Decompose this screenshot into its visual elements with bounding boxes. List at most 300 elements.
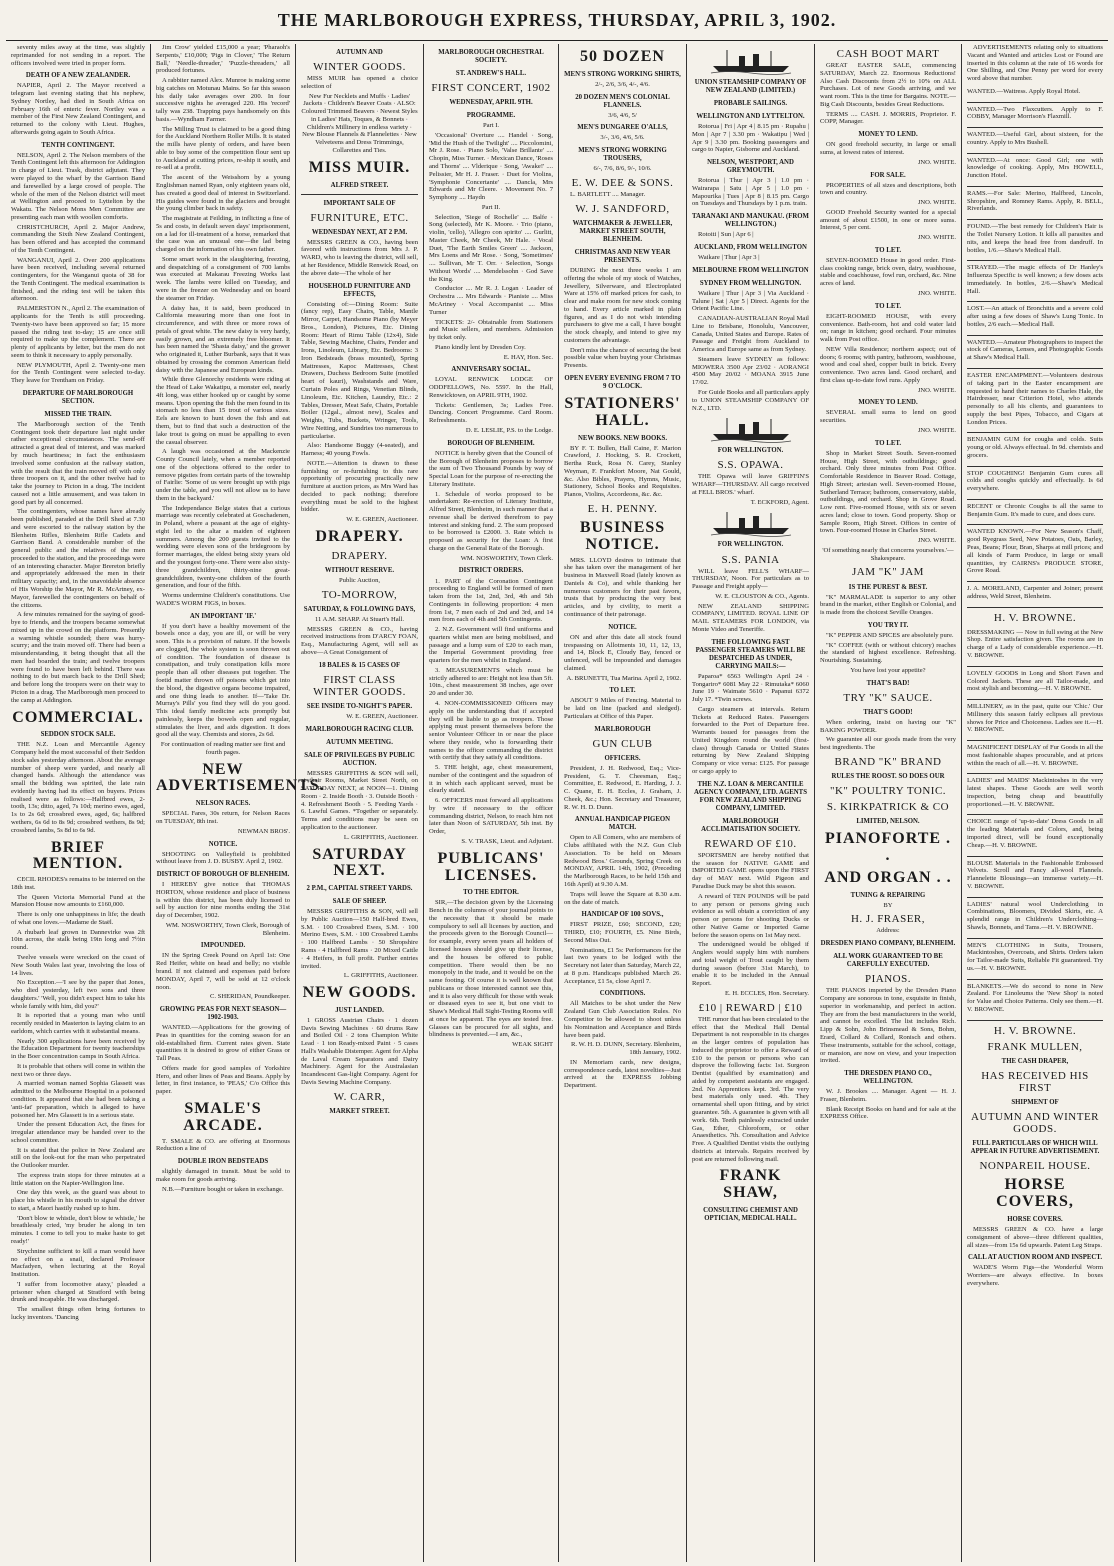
centered-text: 3/6, 4/6, 5/ [608, 111, 637, 119]
heading: PROBABLE SAILINGS. [713, 100, 788, 108]
classified-ad [967, 582, 1103, 608]
paragraph: ON and after this date all stock found trespassing on Allotments 10, 11, 12, 13, and 14, Block E, Cloudy Bay, fenced or unfenced, will be impounded and damages claimed. [564, 633, 681, 672]
paragraph: LOYAL RENWICK LODGE OF ODDFELLOWS, No. 5597. In the Hall, Renwicktown, on APRIL 9TH, 1902. [429, 376, 553, 399]
classified-ad [967, 667, 1103, 700]
signature: W. E. GREEN, Auctioneer. [346, 516, 418, 524]
classified-ad-text: LADIES' and MAIDS' Mackintoshes in the very latest shapes. These Goods are well worth inspection, being cheap and beautifully proportioned.—H. V. BROWNE. [967, 777, 1103, 808]
heading: WEDNESDAY, APRIL 9TH. [449, 99, 533, 107]
heading: THAT'S BAD! [866, 679, 910, 687]
heading: HOUSEHOLD FURNITURE AND EFFECTS, [308, 282, 411, 298]
paragraph: PROPERTIES of all sizes and descriptions, both town and country. [820, 181, 956, 197]
paragraph: A rabbiter named Alex. Munroe is making some big catches on Motunau Mains. So far this season his daily take averages over 200. In four successive nights he averaged 220. His 'record' tally was 238. Trapping pays handsomely on this basis.—Wyndham Farmer. [156, 77, 290, 123]
signature: D. E. LESLIE, P.S. to the Lodge. [465, 426, 553, 434]
heading: WITHOUT RESERVE. [324, 566, 395, 574]
heading: MARLBOROUGH ORCHESTRAL SOCIETY. [438, 49, 544, 65]
heading: SALE OF PRIVILEGES BY PUBLIC AUCTION. [304, 751, 415, 767]
subheadline: TO-MORROW, [321, 588, 398, 601]
paragraph: MESSRS GRIFFITHS & SON, will sell by Public Auction—150 Half-bred Ewes, S.M. · 100 Crossbred Ewes, S.M. · 100 Merino Ewes, S.M. · 100 Crossbred Lambs · 100 Halfbred Lambs · 50 Shropshire Rams · 4 Halfbred Rams · 20 Mixed Cattle · 4 Heifers, in full profit. Further entries invited. [301, 908, 418, 970]
signature: L. GRIFFITHS, Auctioneer. [343, 972, 418, 980]
classified-ad-text: LOVELY GOODS in Long and Short Fawn and Colored Jackets. These are all Tailor-made, and most stylish and becoming.—H. V. BROWNE. [967, 669, 1103, 693]
masthead: THE MARLBOROUGH EXPRESS, THURSDAY, APRIL 3, 1902. [277, 10, 837, 30]
paragraph: DURING the next three weeks I am offering the whole of my stock of Watches, Jewellery, Silverware, and Electroplated Ware at 15% off marked prices for cash, to clear and make room for new stock coming to hand. Every article marked in plain figures, and as I do not wish intending purchasers to give me a call, I have bought the stock cheaply, and intend to give my customers the advantage. [564, 266, 681, 344]
paragraph: SIR,—The decision given by the Licensing Bench in the columns of your journal points to the necessity that it should be made compulsory to sell all licenses by auction, and the proceeds given to the Borough Council—for example, every seven years all holders of licensed houses should give up their license, and the houses be offered to public competition. There would then be no monopoly in the trade, and it would be on the same footing. Of course it is well known that publicans or those interested cannot see this, and it is also very difficult for those with weak or diseased eyes to see it, but one visit to Shaw's Medical Hall Sight-Testing Rooms will at once be apparent. The eyes are tested free. Glasses can be procured for all sights, and blindness is prevented.—I am, &c., [429, 899, 553, 1039]
paragraph: The Milling Trust is claimed to be a good thing for the Auckland Northern Roller Mills. It is stated the mills have plenty of orders, and have been able to buy some of the competition flour sent up to Auckland at cutting prices, re-ship it south, and re-sell at a profit. [156, 125, 290, 172]
centered-text: 'Of something nearly that concerns yourselves.'—Shakespeare. [822, 546, 954, 562]
heading: AN IMPORTANT 'IF.' [189, 612, 257, 620]
paragraph: A laugh was occasioned at the Mackenzie County Council lately, when a member reported one of the objections offered to the order to remove pigsties from certain parts of the township of Fairlie: 'Some of us were brought up with pigs under the table, and you will not allow us to have them in the backyard.' [156, 448, 290, 502]
paragraph: NEW ZEALAND SHIPPING COMPANY, LIMITED. ROYAL LINE OF MAIL STEAMERS FOR LONDON, via Monte Video and Teneriffe. [692, 602, 809, 633]
paragraph: 2. N.Z. Government will find uniforms and quarters whilst men are being mobilised, and passage and a lump sum of £20 to each man, the Imperial Government providing free quarters for the men whilst in England. [429, 626, 553, 665]
paragraph: GOOD Freehold Security wanted for a special amount of about £1500, in one or more sums. Interest, 5 per cent. [820, 208, 956, 232]
headline: FRANK SHAW, [719, 1167, 782, 1202]
heading: FOR SALE. [870, 171, 906, 179]
paragraph: The express train stops for three minutes at a little station on the Napier-Wellington line. [11, 1171, 145, 1187]
heading: ANNUAL HANDICAP PIGEON MATCH. [574, 816, 671, 832]
paragraph: A reward of TEN POUNDS will be paid to any person or persons giving such evidence as will obtain a conviction of any person or persons for shooting Ducks or other Native Game or Imported Game before the season opens on 1st May next. [692, 892, 809, 939]
paragraph: No Exception.—'I see by the paper that Jones, who died yesterday, left two sons and three daughters.' 'Well, you didn't expect him to take his whole family with him, did you?' [11, 979, 145, 1010]
heading: DRESDEN PIANO COMPANY, BLENHEIM. [820, 940, 956, 948]
paragraph: Under the present Education Act, the fines for irregular attendance may be handed over to the school committee. [11, 1121, 145, 1144]
heading: MARLBOROUGH ACCLIMATISATION SOCIETY. [701, 817, 800, 833]
heading: HANDICAP OF 100 SOVS., [581, 911, 664, 919]
paragraph: There is only one unhappiness in life; the death of what one loves.—Madame de Staël. [11, 911, 145, 926]
heading: MEN'S STRONG WORKING TROUSERS, [578, 147, 667, 163]
heading: CONSULTING CHEMIST AND OPTICIAN, MEDICAL HALL. [703, 1206, 798, 1222]
classified-ad [967, 467, 1103, 500]
heading: WELLINGTON AND LYTTELTON. [696, 113, 805, 121]
signature: E. H. ECCLES, Hon. Secretary. [725, 989, 809, 997]
centered-text: Address: [876, 927, 900, 935]
headline: PUBLICANS' LICENSES. [437, 849, 545, 884]
classified-ad-text: MEN'S CLOTHING in Suits, Trousers, Mackintoshes, Overcoats, and Shirts. Orders taken for Tailor-made Suits, Reliable Fit guaranteed. Try us.—H. V. BROWNE. [967, 941, 1103, 972]
heading: JUST LANDED. [335, 1006, 384, 1014]
paragraph: We guarantee all our goods made from the very best ingredients. The [820, 736, 956, 752]
heading: ANNIVERSARY SOCIAL. [451, 366, 531, 374]
paragraph: A daisy has, it is said, been produced in California measuring more than one foot in circumference, and with three or more rows of petals of great white. The new daisy is very hardy, easily grown, and an extremely free bloomer. It has been named the 'Shasta daisy,' and the grower who originated it, Luther Burbank, says that it was obtained by crossing the common American field daisy with the Japanese and European kinds. [156, 304, 290, 374]
heading: TENTH CONTINGENT. [41, 141, 115, 149]
heading: THAT'S GOOD! [863, 708, 913, 716]
heading: MARLBOROUGH [594, 725, 651, 733]
subheadline: REWARD OF £10. [704, 837, 797, 850]
heading: THE CASH DRAPER, [1001, 1057, 1069, 1065]
heading: RULES THE ROOST. SO DOES OUR [831, 773, 945, 780]
heading: MONEY TO LEND. [858, 131, 918, 139]
classified-ad-text: STRAYED.—The magic effects of Dr Hanley's Influenza Specific is well known; a few doses acts immediately. In bottles, 2/6.—Shaw's Medical Hall. [967, 264, 1103, 295]
paragraph: The Independance Belge states that a curious marriage was recently celebrated at Goschadenen, in Poland, where a peasant at the age of eighty-eight led to the altar a maiden of eighteen summers. Among the 200 guests invited to the wedding were eleven sons of the bridegroom by former marriages, the eldest being sixty years old and the youngest forty-one. There were also sixty-three grandchildren, thirty-nine great-grandchildren, twenty-one children of the fourth generation, and four of the fifth. [156, 504, 290, 590]
centered-text: New Fur Necklets and Muffs · Ladies' Jackets · Children's Beaver Coats · ALSO: Coloured Trimmed Beavers · Newest Styles in Ladies' Hats, Toques, & Bonnets · Children's Millinery in endless variety · New Blouse Flannels & Flannelettes · New Velveteens and Dress Trimmings, Collarettes and Ties. [301, 92, 418, 154]
heading: SYDNEY FROM WELLINGTON. [699, 279, 802, 287]
paragraph: WILL leave FELL'S WHARF—THURSDAY, Noon. For particulars as to Passage and Freight apply— [692, 567, 809, 591]
signature: A. BRUNETTI, Tua Marina. April 2, 1902. [566, 674, 681, 682]
paragraph: Waikare | Thur | Apr 3 | Via Auckland · Talune | Sat | Apr 5 | Direct. Agents for the Orient Pacific Line. [692, 289, 809, 313]
paragraph: MESSRS GREEN & CO., having received instructions from D'ARCY FOAN, Esq., Manufacturing Agent, will sell as above—A Great Consignment of [301, 625, 418, 656]
column-rule [301, 194, 418, 195]
classified-ad-text: BLOUSE Materials in the Fashionable Embossed Velvets. Scroll and Fancy all-wool Flannels. Flannelette Blousings—an immense variety.—H. V. BROWNE. [967, 859, 1103, 890]
subheadline: GUN CLUB [592, 737, 653, 750]
paragraph: NAPIER, April 2. The Mayor received a telegram last evening stating that his nephew, Sydney Nortley, had died in South Africa on February 16th of enteric fever. Nortley was a member of the First New Zealand Contingent, and returned to the colony with Lieut. Hughes, afterwards going again to South Africa. [11, 82, 145, 136]
paragraph: MISS MUIR has opened a choice selection of [301, 75, 418, 90]
paragraph: ON good freehold security, in large or small sums, at lowest rates of interest. [820, 141, 956, 156]
classified-ad [967, 774, 1103, 815]
subheadline: DRAPERY. [331, 549, 388, 562]
heading: SEDDON STOCK SALE. [40, 731, 116, 739]
paragraph: "K" COFFEE (with or without chicory) reaches the standard of highest excellence. Refreshing. Nourishing. Sustaining. [820, 641, 956, 665]
classified-ad-text: WANTED.—Useful Girl, about sixteen, for the country. Apply to Mrs Bushell. [967, 131, 1103, 146]
paragraph: "K" MARMALADE is superior to any other brand in the market, either English or Colonial, and is made from the choicest Seville Oranges. [820, 593, 956, 617]
paragraph: THE PIANOS imported by the Dresden Piano Company are sonorous in tone, exquisite in finish, superior in workmanship, and perfect in action. They are from the best manufacturers in the world, and cannot be excelled. The list includes Rich. Lipp & Sohn, John Brinsmead & Sons, Bohm, Erard, Collard & Collard, Ronisch and others. These instruments, suitable for the school, cottage, or mansion, are now on view, and your inspection invited. [820, 987, 956, 1065]
paragraph: It is probable that others will come in within the next two or three days. [11, 1062, 145, 1078]
subheadline: PIANOS. [865, 973, 911, 986]
heading: TUNING & REPAIRING [850, 891, 926, 899]
heading: MEN'S DUNGAREE O'ALLS, [577, 124, 668, 132]
subheadline: H. V. BROWNE. [993, 611, 1077, 624]
heading: TO LET. [874, 439, 902, 447]
paragraph: slightly damaged in transit. Must be sold to make room for goods arriving. [156, 1168, 290, 1183]
paragraph: The Queen Victoria Memorial Fund at the Mansion House now amounts to £160,000. [11, 893, 145, 909]
paragraph: All Matches to be shot under the New Zealand Gun Club Association Rules. No Competitor to be allowed to shoot unless his Nomination and Acceptance and Birds have been paid. [564, 1000, 681, 1039]
centered-text: Part II. [481, 203, 501, 211]
paragraph: Steamers leave SYDNEY as follows: MIOWERA 3500 Apr 23/02 · AORANGI 4500 May 20/02 · MOANA 3915 June 17/02. [692, 355, 809, 387]
heading: MISSED THE TRAIN. [44, 410, 112, 418]
classified-ad [967, 857, 1103, 898]
paragraph: Nominations, £1 5s: Performances for the last two years to be lodged with the Secretary not later than Saturday, March 22, at 8 p.m. Handicaps published March 26. Acceptance, £1 5s, close April 7. [564, 946, 681, 985]
steamship-icon [709, 416, 793, 442]
centered-text: For continuation of reading matter see first and fourth pages. [160, 741, 286, 756]
classified-ad [967, 336, 1103, 369]
paragraph: ADVERTISEMENTS relating only to situations Vacant and Wanted and articles Lost or Found are inserted in this column at the rate of 16 words for One Shilling, and One Penny per word for every word above that number. [967, 44, 1103, 83]
column-5 [559, 44, 687, 1562]
classified-ad-text: BENJAMIN GUM for coughs and colds. Suits young or old. Always effectual. In 9d. chemists and grocers. [967, 436, 1103, 459]
paragraph: CANADIAN-AUSTRALIAN Royal Mail Line to Brisbane, Honolulu, Vancouver, Canada, United States and Europe. Rates of Passage and Freight from Auckland to America and Europe same as from Sydney. [692, 315, 809, 354]
paragraph: 'I suffer from locomotive ataxy,' pleaded a prisoner when charged at Stratford with being drunk and incapable. He was discharged. [11, 1280, 145, 1304]
signature: W. E. GREEN, Auctioneer. [346, 712, 418, 720]
heading: ALFRED STREET. [330, 181, 389, 189]
paragraph: A rhubarb leaf grown in Dannevirke was 2ft 10in across, the stalk being 19in long and 7½in round. [11, 928, 145, 952]
paragraph: N.B.—Furniture bought or taken in exchange. [162, 1185, 284, 1193]
signature: JNO. WHITE. [917, 386, 956, 394]
column-6 [687, 44, 815, 1562]
heading: NOTICE. [208, 840, 238, 848]
paragraph: NEW PLYMOUTH, April 2. Twenty-one men for the Tenth Contingent were selected to-day. They leave for Trentham on Friday. [11, 361, 145, 385]
column-8 [962, 44, 1108, 1562]
paragraph: T. SMALE & CO. are offering at Enormous Reduction a line of [156, 1137, 290, 1153]
subheadline: S. KIRKPATRICK & CO [826, 801, 950, 814]
heading: SATURDAY, & FOLLOWING DAYS, [303, 605, 416, 613]
column-2 [151, 44, 325, 1562]
paragraph: The contingenters, whose names have already been published, paraded at the Drill Shed at 7.30 and were escorted to the railway station by the Blenheim Rifles, Blenheim Rifle Cadets and Garrison Band. A considerable number of the general public and the relatives of the men proceeded to the station, and the proceedings were of an interesting character. Major Brereton briefly and appropriately addressed the men in their military capacity; and, in the unavoidable absence of His Worship the Mayor, Mr R. McArtney, ex-Mayor, farewelled the contingenters on behalf of the citizens. [11, 508, 145, 609]
paragraph: 5. THE height, age, chest measurement, number of the contingent and the squadron of it in which each applicant served, must be clearly stated. [429, 764, 553, 795]
heading: HORSE COVERS. [1007, 1216, 1063, 1224]
paragraph: The undersigned would be obliged if Anglers would supply him with numbers and total weight of Trout caught by them during season (before 31st March), to enable it to be included in the Annual Report. [692, 941, 809, 988]
paragraph: It is reported that a young man who until recently resided in Masterton is laying claim to an earldom, which carries with it substantial means. [11, 1012, 145, 1035]
paragraph: Shop in Market Street South. Seven-roomed House, High Street, with outbuildings; good orchard. Only three minutes from Post Office. Comfortable Residence in Beaver Road. Cottage, High Street; artesian well. Seven-roomed House, Sutherland Terrace; bathroom, conservatory, stable, outbuildings, and orchard. Shop in Grove Road. Low rent. Five-roomed House, with six or seven acres land; close to town. Good property. Shop or Sample Room, High Street. Offices in centre of town. Four-roomed House in Charles Street. [820, 449, 956, 535]
paragraph: WADE'S Worm Figs—the Wonderful Worm Worriers—are always effective. In boxes everywhere. [967, 1264, 1103, 1287]
classified-ad-text: STOP COUGHING! Benjamin Gum cures all colds and coughs quickly and effectually. Is 6d everywhere. [967, 469, 1103, 493]
paragraph: Strychnine sufficient to kill a man would have no effect on a snail, declared Professor Macfadyen, when lecturing at the Royal Institution. [11, 1247, 145, 1279]
signature: S. V. TRASK, Lieut. and Adjutant. [461, 838, 553, 845]
paragraph: BY F. T. Bullen, Hall Caine, F. Marion Crawford, J. Hocking, S. R. Crockett, Bertha Ruck, Rosa N. Carey, Stanley Weyman, F. Frankfort Moore, Nat Gould, &c. Also Bibles, Prayers, Hymns, Music, Stationery, School Books and Requisites. Pianos, Violins, Accordeons, &c. &c. [564, 444, 681, 499]
signature: WM. NOSWORTHY, Town Clerk, Borough of Blenheim. [165, 921, 290, 937]
subheadline: WINTER GOODS. [313, 61, 406, 74]
heading: TO LET. [874, 302, 902, 310]
paragraph: Rotoiti | Sun | Apr 6 | [698, 231, 754, 239]
heading: NELSON RACES. [195, 800, 251, 808]
heading: ST. ANDREW'S HALL. [455, 70, 527, 78]
heading: DISTRICT OF BOROUGH OF BLENHEIM. [156, 871, 290, 879]
heading: MONEY TO LEND. [858, 399, 918, 407]
paragraph: NELSON, April 2. The Nelson members of the Tenth Contingent left this afternoon for Addington in charge of Lieut. Trask, district adjutant. They were played to the wharf by the Garrison Band and farewelled by a large crowd of people. The whole of the men of the Nelson district will meet at Wellington and proceed to Lyttelton by the Wakatu. The Nelson Mons Men Committee are presenting each man with woollen comforts. [11, 151, 145, 221]
signature: C. SHERIDAN, Poundkeeper. [209, 993, 290, 1001]
classified-ad-text: EASTER ENCAMPMENT.—Volunteers desirous of taking part in the Easter encampment are requested to hand their names to Charles Hale, the Hairdresser, near Criterion Hotel, who attends personally to all his clients, and guarantees to supply the best Pipes, Tobacco, and Cigars at London Prices. [967, 371, 1103, 426]
paragraph: MRS. LLOYD desires to intimate that she has taken over the management of her business in Maxwell Road (lately known as Daniels & Co), and while thanking her numerous customers for their past favors, trusts that by producing the very best articles, and by civility, to merit a continuance of their patronage. [564, 556, 681, 618]
subheadline: £10 | REWARD | £10 [698, 1001, 803, 1014]
classified-ad-text: MAGNIFICENT DISPLAY of Fur Goods in all the most fashionable shapes procurable, and at prices within the reach of all.—H. V. BROWNE. [967, 744, 1103, 767]
headline: BUSINESS NOTICE. [579, 519, 666, 553]
heading: TARANAKI AND MANUKAU. (FROM WELLINGTON.) [692, 213, 809, 229]
heading: GROWING PEAS FOR NEXT SEASON—1902-1903. [159, 1006, 287, 1022]
heading: FOR WELLINGTON. [717, 447, 784, 455]
classified-ad [967, 939, 1103, 980]
headline: SATURDAY NEXT. [312, 845, 407, 880]
paragraph: WANTED.—Applications for the growing of Peas in quantities for the coming season for an old-established firm. Current rates given. State quantities it is desired to grow of either Grass or Tall Peas. [156, 1024, 290, 1063]
paragraph: Selection, 'Siege of Rochelle' .... Balfe · Song (selected), Mr K. Moore. · Trio (piano, violin, 'cello), 'Allegro con spirito' .... Gurlitt, Master Cheek, Mr Cheek, Mr Hale. · Vocal Duet, 'The Earth Smiles Green' .... Jackson, Mrs Loens and Mr Rose. · Song, 'Sometimes' .... Sullivan, Mr T. Orr. · Selection, 'Songs Without Words' .... Mendelssohn · God Save the King. [429, 213, 553, 283]
subheadline: HAS RECEIVED HIS FIRST [981, 1069, 1089, 1095]
classified-ad-text: LADIES' natural wool Underclothing in Combinations, Bloomers, Divided Skirts, etc. A splendid range in Children's Underclothing—Shawls, Bonnets, and Tams.—H. V. BROWNE. [967, 900, 1103, 931]
headline: BRIEF MENTION. [32, 838, 124, 873]
headline: 50 DOZEN [580, 48, 665, 65]
paragraph: Some smart work in the slaughtering, freezing, and despatching of a consignment of 700 lambs was executed at Makarau Freezing Works last week. The lambs were killed on Tuesday, and were in the freezer on Wednesday and on board the steamer on Friday. [156, 255, 290, 302]
heading: OPEN EVERY EVENING FROM 7 TO 9 O'CLOCK. [564, 374, 681, 390]
heading: THE FOLLOWING FAST PASSENGER STEAMERS WILL BE DESPATCHED AS UNDER, CARRYING MAILS:— [695, 638, 806, 670]
paragraph: GREAT EASTER SALE, commencing SATURDAY, March 22. Enormous Reductions! Also Cash Discounts from 2½ to 10% on ALL Purchases. Lot of new Goods arriving, and we want room. This is the time for Bargains. NOTE.—Big Cash Discounts, besides Great Reductions. [820, 62, 956, 108]
signature: WEAK SIGHT [512, 1041, 553, 1049]
signature: JNO. WHITE. [917, 426, 956, 434]
heading: MEN'S STRONG WORKING SHIRTS, [564, 70, 681, 78]
paragraph: Don't miss the chance of securing the best possible value when buying your Christmas Presents. [564, 346, 681, 370]
subheadline: AUTUMN AND WINTER GOODS. [970, 1111, 1100, 1136]
subheadline: S.S. PANIA [721, 553, 780, 566]
paragraph: A married woman named Sophia Glassett was admitted to the Melbourne Hospital in a poisoned condition. It appeared that she had been taking a 'anti-fat' preparation, which is alleged to have poisoned her. Mrs Glassett is in a serious state. [11, 1080, 145, 1119]
classified-ad [967, 815, 1103, 856]
paragraph: WANGANUI, April 2. Over 200 applications have been received, including several returned contingenters, for the Wanganui quota of 38 for the Tenth Contingent. The medical examination is finished, and the riding test will be taken this afternoon. [11, 256, 145, 303]
signature: L. GRIFFITHS, Auctioneer. [343, 833, 418, 841]
heading: NOTICE. [608, 623, 637, 631]
classified-ad [967, 369, 1103, 433]
heading: MELBOURNE FROM WELLINGTON [692, 266, 809, 274]
paragraph: SEVEN-ROOMED House in good order. First-class cooking range, brick oven, dairy, washhouse, stable and coachhouse, fowl run, orchard, &c. Nine acres of land. [820, 256, 956, 288]
subheadline: FIRST CLASS WINTER GOODS. [313, 673, 406, 698]
paragraph: NOTE.—Attention is drawn to these furnishing or re-furnishing to this rare opportunity of procuring practically new furniture at auction prices, as Mrs Ward has decided to pack nothing; therefore everything must be sold to the highest bidder. [301, 459, 418, 514]
heading: WEDNESDAY NEXT, AT 2 P.M. [311, 228, 408, 236]
classified-ad [967, 898, 1103, 939]
paragraph: L. BARTLETT .... Manager. [570, 191, 646, 199]
headline: STATIONERS' HALL. [564, 394, 681, 429]
heading: AUCKLAND, FROM WELLINGTON [694, 244, 807, 252]
classified-ad-text: WANTED KNOWN.—For New Season's Chaff, good Ryegrass Seed, New Potatoes, Oats, Barley, Peas, Beans; Flour, Bran, Sharps at mill prices; and all kinds of Farm Produce, in large or small quantities, try CAIRNS's PRODUCE STORE, Grove Road. [967, 528, 1103, 575]
subheadline: TRY "K" SAUCE. [843, 691, 933, 704]
headline: NEW GOODS. [302, 984, 417, 1002]
heading: 20 DOZEN MEN'S COLONIAL FLANNELS. [575, 93, 670, 109]
paragraph: The magistrate at Feilding, in inflicting a fine of 5s and costs, in default seven days' imprisonment, on a lad for ill-treatment of a horse, remarked that the case was an unusual one—the lad being charged on the information of his own father. [156, 215, 290, 254]
paragraph: Traps will leave the Square at 8.30 a.m. on the date of match. [564, 890, 681, 906]
heading: THE DRESDEN PIANO CO., WELLINGTON. [844, 1070, 932, 1086]
paragraph: CHRISTCHURCH, April 2. Major Andrew, commanding the Sixth New Zealand Contingent, has been offered and has accepted the command of the Tenth Contingent. [11, 223, 145, 254]
subheadline: E. W. DEE & SONS. [571, 176, 674, 189]
masthead-rule [6, 40, 1108, 41]
column-1 [6, 44, 151, 1562]
paragraph: 1. Schedule of works proposed to be undertaken: Re-erection of Literary Institute, Alfred Street, Blenheim, in such manner that a revenue shall be derived therefrom to pay interest and sinking fund. 2. The sum proposed to be borrowed is £2000. 3. Rate which is proposed as security for the Loan: A first charge on the General Rate of the Borough. [429, 490, 553, 552]
headline: PIANOFORTE . . [824, 830, 952, 865]
classified-ad [967, 154, 1103, 187]
classified-ad-text: BLANKETS.—We do second to none in New Zealand. For Linoleums the 'New Shop' is noted for Value and Choice Patterns. Only see them.—H. V. BROWNE. [967, 982, 1103, 1013]
classified-ad [967, 187, 1103, 220]
paragraph: 1. PART of the Coronation Contingent proceeding to England will be formed of men taken from the 1st, 2nd, 3rd, 4th and 5th Contingents in following proportion: 4 men from 1st, 7 men each of 2nd and 3rd, and 14 men from each of 4th and 5th Contingents. [429, 577, 553, 624]
heading: OFFICERS. [604, 754, 641, 762]
paragraph: 4. NON-COMMISSIONED Officers may apply on the understanding that if accepted they will be liable to go as troopers. Those applying must present themselves before the senior Volunteer Officer in or near the place where they reside, who is forwarding their names to the officer commanding the district with certify that they satisfy all conditions. [429, 699, 553, 762]
heading: WATCHMAKER & JEWELLER, MARKET STREET SOUTH, BLENHEIM. [572, 219, 673, 243]
centered-text: Public Auction, [338, 576, 381, 584]
paragraph: SEVERAL small sums to lend on good securities. [820, 409, 956, 425]
heading: MARLBOROUGH RACING CLUB. [305, 725, 414, 733]
paragraph: W. J. Brookes .... Manager. Agent — H. J. Fraser, Blenheim. [820, 1088, 956, 1103]
classified-ad [967, 128, 1103, 154]
heading: YOU TRY IT. [867, 621, 909, 629]
centered-text: 2/-, 2/6, 3/6, 4/-, 4/6. [595, 80, 650, 88]
subheadline: FIRST CONCERT, 1902 [431, 82, 551, 95]
subheadline: FRANK MULLEN, [987, 1040, 1083, 1053]
heading: TO THE EDITOR. [463, 889, 519, 897]
paragraph: PALMERSTON N., April 2. The examination of applicants for the Tenth is still proceeding. Twenty-two have been approved so far; 15 more passed the riding test to-day; 15 are once still required to make up the complement. There are plenty of applicants by letter, but the men do not seem to think it necessary to apply personally. [11, 305, 145, 359]
headline: SMALE'S ARCADE. [183, 1099, 263, 1134]
heading: FOR WELLINGTON. [717, 541, 784, 549]
headline: DRAPERY. [315, 528, 404, 545]
paragraph: I HEREBY give notice that THOMAS HORTON, whose residence and place of business is within this district, has been duly licensed to sell by auction for nine months ending the 31st day of December, 1902. [156, 881, 290, 920]
heading: SHIPMENT OF [1011, 1099, 1059, 1107]
heading: ALL WORK GUARANTEED TO BE CAREFULLY EXECUTED. [833, 953, 943, 969]
paragraph: Consisting of:—Dining Room: Suite (fancy rep), Easy Chairs, Table, Mantle Mirror, Carpet, Handsome Piano (by Meyer Bros., London), Pictures, Etc. Dining Room: Heart of Rimu Table (12x4), Side Table, Sewing Machine, Chairs, Fender and Irons, Linoleum, Library, Etc. Bedrooms: 3 Iron Bedsteads (brass mounted), Spring Mattresses, Kapoc Mattresses, Chest Drawers, Duchess Bedroom Suite (mottled heart of kauri), Washstands and Ware, Curtain Poles and Rings, Venetian Blinds, Linoleum, Etc. Kitchen, Laundry, Etc.: 2 Tables, Dresser, Meat Safe, Chairs, Portable Boiler (12gal., almost new), Scales and Weights, Tubs, Buckets, Wringer, Tools, Wire Netting, and Sundries too numerous to particularise. [301, 300, 418, 440]
paragraph: For Guide Books and all particulars apply to UNION STEAMSHIP COMPANY OF N.Z., LTD. [692, 389, 809, 412]
classified-ad-text: MILLINERY, as in the past, quite our 'Chic.' Our Millinery this season fairly eclipses all previous shows for Price and Choiceness. Ladies see it.—H. V. BROWNE. [967, 703, 1103, 734]
paragraph: Worms undermine Children's constitutions. Use WADE'S WORM FIGS, in boxes. [156, 592, 290, 607]
classified-ad-text: J. A. MORELAND, Carpenter and Joiner; present address, Weld Street, Blenheim. [967, 585, 1103, 600]
heading: 18 BALES & 15 CASES OF [318, 661, 401, 669]
heading: BOROUGH OF BLENHEIM. [447, 439, 535, 447]
classified-ad [967, 525, 1103, 582]
paragraph: Rotorua | Thur | Apr 3 | 1.0 pm · Wairarapa | Satu | Apr 5 | 1.0 pm · Mapourika | Tues | Apr 8 | 8.15 pm. Cargo on Tuesdays and Thursdays by 1 p.m. train. [692, 177, 809, 208]
paragraph: NOTICE is hereby given that the Council of the Borough of Blenheim proposes to borrow the sum of Two Thousand Pounds by way of Special Loan for the purpose of re-erecting the Literary Institute. [429, 449, 553, 488]
paragraph: Waikare | Thur | Apr 3 | [698, 254, 760, 262]
heading: MARKET STREET. [329, 1107, 390, 1115]
subheadline: BRAND "K" BRAND [834, 755, 942, 768]
signature: JNO. WHITE. [917, 234, 956, 242]
classified-ad-text: WANTED.—Waitress. Apply Royal Hotel. [967, 87, 1081, 95]
paragraph: 3. MEASUREMENTS which must be strictly adhered to are: Height not less than 5ft. 10in., chest measurement 38 inches, age over 20 and under 30. [429, 666, 553, 698]
paragraph: Offers made for good samples of Yorkshire Hero, and other lines of Peas and Beans. Apply by letter, in first instance, to 'PEAS,' C/o Office this paper. [156, 1064, 290, 1096]
heading: TO LET. [609, 687, 636, 695]
paragraph: The ascent of the Weisshorn by a young Englishman named Ryan, only eighteen years old, has created a good deal of interest in Switzerland. His guides were found in the glaciers and brought the young climber back in safety. [156, 174, 290, 213]
paragraph: While three Glenorchy residents were riding at the Head of Lake Wakatipu, a monster eel, nearly 4ft long, was either hooked up or caught by some means. Upon opening the fish the men found in its stomach no less than 15 trout of various sizes. Eels are known to hunt down the fish and eat them, but to find that such a destruction of the lake trout is going on must be appalling to even the casual observer. [156, 376, 290, 446]
centered-text: 6/-, 7/6, 8/6, 9/-, 10/6. [593, 165, 652, 173]
paragraph: Tickets: Gentlemen, 3s; Ladies Free. Dancing. Concert Programme. Card Room. Refreshments. [429, 401, 553, 425]
classified-ad-text: CHOICE range of 'up-to-date' Dress Goods in all the leading Materials and Colors, and, being imported direct, will be found exceptionally Cheap.—H. V. BROWNE. [967, 818, 1103, 849]
heading: UNION STEAMSHIP COMPANY OF NEW ZEALAND (LIMITED.) [694, 79, 807, 95]
paragraph: "K" PEPPER AND SPICES are absolutely pure. [826, 631, 954, 639]
paragraph: MESSRS GRIFFITHS & SON will sell, at their Rooms, Market Street North, on SATURDAY NEXT, at NOON—1. Dining Room · 2. Inside Booth · 3. Outside Booth · 4. Refreshment Booth · 5. Feeding Yards · 6. Lawful Games. *Together or separately. Terms and conditions may be seen on application to the auctioneer. [301, 769, 418, 832]
heading: AUTUMN MEETING. [326, 738, 393, 746]
classified-ad-text: WANTED.—Two Flaxcutters. Apply to F. COBBY, Manager Morrison's Flaxmill. [967, 105, 1103, 121]
signature: NEWMAN BROS'. [237, 827, 290, 835]
paragraph: Rotorua | Fri | Apr 4 | 8.15 pm · Rupahu | Mon | Apr 7 | 3.30 pm · Wakatipu | Wed | Apr 9 | 3.30 pm. Booking passengers and cargo to Napier, Gisborne and Auckland. [692, 123, 809, 154]
classified-ad [967, 103, 1103, 129]
centered-text: BY [883, 901, 893, 909]
paragraph: Conductor .... Mr R. J. Logan · Leader of Orchestra .... Mrs Edwards · Pianiste .... Miss McArtney · Vocal Accompanist .... Miss Turner [429, 285, 553, 316]
paragraph: SPECIAL Fares, 30s return, for Nelson Races on TUESDAY, 8th inst. [156, 810, 290, 825]
steamship-icon [709, 48, 793, 74]
signature: JNO. WHITE. [917, 289, 956, 297]
paragraph: THE Opawa will leave GRIFFIN'S WHARF—THURSDAY. All cargo received at FELL BROS.' wharf. [692, 473, 809, 496]
paragraph: 1 GROSS Austrian Chairs · 1 dozen Davis Sewing Machines · 60 drums Raw and Boiled Oil · 2 tons Champion White Lead · 1 ton Ready-mixed Paint · 5 cases Hall's Washable Distemper. Agent for Alpha de Laval Cream Separators and Dairy Machinery. Agent for the Australasian Incandescent Gas-light Company. Agent for Davis Sewing Machine Company. [301, 1016, 418, 1086]
classified-ad-text: RAMS.—For Sale: Merino, Halfbred, Lincoln, Shropshire, and Romney Rams. Apply, R. BELL, Riverlands. [967, 189, 1103, 213]
heading: IS THE PUREST & BEST. [848, 583, 928, 591]
heading: SALE OF SHEEP. [332, 898, 387, 906]
heading: IMPOUNDED. [200, 942, 246, 950]
signature: WM. NOSWORTHY, Town Clerk. [460, 554, 553, 562]
heading: LIMITED, NELSON. [856, 818, 920, 826]
classified-ad [967, 700, 1103, 741]
column-7 [815, 44, 962, 1562]
heading: IMPORTANT SALE OF [323, 199, 396, 207]
signature: E. HAY, Hon. Sec. [503, 353, 553, 361]
column-3 [296, 44, 424, 1562]
centered-text: Part I. [482, 122, 500, 130]
paragraph: Piano kindly lent by Dresden Coy. [435, 343, 526, 351]
paragraph: 6. OFFICERS must forward all applications by wire if necessary to the officer commanding district, Nelson, to reach him not later than Noon of SATURDAY, 5th inst. By Order, [429, 797, 553, 836]
headline: NEW ADVERTISEMENTS. [156, 760, 325, 795]
classified-ad-text: WANTED.—At once: Good Girl; one with knowledge of cooking. Apply, Mrs HOWELL, Junction Hotel. [967, 156, 1103, 180]
signature: JNO. WHITE. [917, 537, 956, 545]
heading: TO LET. [874, 246, 902, 254]
classified-ad-text: FOUND.—The best remedy for Children's Hair is the Toilet Nursery Lotion. It kills all parasites and nits, and keeps the head free from dandruff. In bottles, 1/6.—Shaw's Medical Hall. [967, 223, 1103, 254]
subheadline: W. J. SANDFORD, [575, 202, 670, 215]
classified-ad-text: LOST.—An attack of Bronchitis and a severe cold after using a few doses of Shaw's Lung Tonic. In bottles, 2/6 each.—Medical Hall. [967, 305, 1103, 328]
paragraph: NEW Villa Residence; northern aspect; out of doors; 6 rooms; with pantry, bathroom, washhouse, wood and coal shed, copper built in brick. Every convenience. Two acres land. Good orchard, and first class up-to-date fowl runs. Apply [820, 345, 956, 384]
subheadline: JAM "K" JAM [852, 566, 924, 579]
signature: JNO. WHITE. [917, 158, 956, 166]
paragraph: IN the Spring Creek Pound on April 1st: One Red Heifer, white on head and belly; no visible brand. If not claimed and expenses paid before MONDAY, April 7, will be sold at 12 o'clock noon. [156, 952, 290, 991]
paragraph: One day this week, as the guard was about to place his whistle in his mouth to signal the driver to start, a Maori hastily rushed up to him. [11, 1189, 145, 1212]
paragraph: ABOUT 9 Miles of Fencing. Material to be laid on line (packed and sledged). Particulars at Office of this Paper. [564, 697, 681, 720]
subheadline: W. CARR, [333, 1090, 386, 1103]
headline: HORSE COVERS, [996, 1176, 1074, 1211]
paragraph: MESSRS GREEN & CO., having been favored with instructions from Mrs J. P. WARD, who is leaving the district, will sell, at her Residence, Middle Renwick Road, on the above date—The whole of her [301, 238, 418, 277]
signature: JNO. WHITE. [917, 199, 956, 207]
paragraph: Cargo steamers at intervals. Return Tickets at Reduced Rates. Passengers forwarded to the Port of Departure free. Warrants issued for passages from the United Kingdom round the world (first-class) through Canada or United States returning by New Zealand Shipping Company or vice versa: £125. For passage or cargo apply to [692, 705, 809, 775]
classified-ad [967, 261, 1103, 302]
heading: 2 P.M., CAPITAL STREET YARDS. [306, 885, 413, 893]
centered-text: You have lost your appetite? [850, 666, 926, 674]
paragraph: FIRST PRIZE, £60; SECOND, £20; THIRD, £10; FOURTH, £5. Nine Birds, Second Miss Out. [564, 921, 681, 944]
paragraph: 'Occasional' Overture .... Handel · Song, 'Mid the Hush of the Twilight' .... Piccolomini, Mr J. Rose. · Piano Solo, 'Valse Brillante' .... Chopin, Miss Turner. · Mexican Dance, 'Roses and Thorns' .... Vlderique · Song, 'Awake!' .... Pelissier, Mr H. J. Fraser. · Duet for Violins, 'Symphonie Concertante' .... Dancla, Mrs Edwards and Mr Cleere. · Movement No. 7 Symphony .... Haydn [429, 131, 553, 202]
paragraph: Paparoa* 6563 Wellingt'n April 24 · Tongariro* 6081 May 22 · Rimutaka* 6060 June 19 · Waimate 5610 · Papanui 6372 July 17. *Twin screws. [692, 672, 809, 704]
subheadline: CASH BOOT MART [836, 48, 940, 60]
heading: DOUBLE IRON BEDSTEADS [177, 1158, 269, 1166]
classified-ad-text: RECENT or Chronic Coughs is all the same to Benjamin Gum. It's made to cure, and does cure. [967, 502, 1103, 518]
subheadline: H. V. BROWNE. [993, 1024, 1077, 1037]
subheadline: "K" POULTRY TONIC. [829, 785, 947, 798]
heading: AUTUMN AND [336, 49, 383, 56]
paragraph: Blank Receipt Books on hand and for sale at the EXPRESS Office. [820, 1105, 956, 1121]
classified-ad [967, 980, 1103, 1021]
